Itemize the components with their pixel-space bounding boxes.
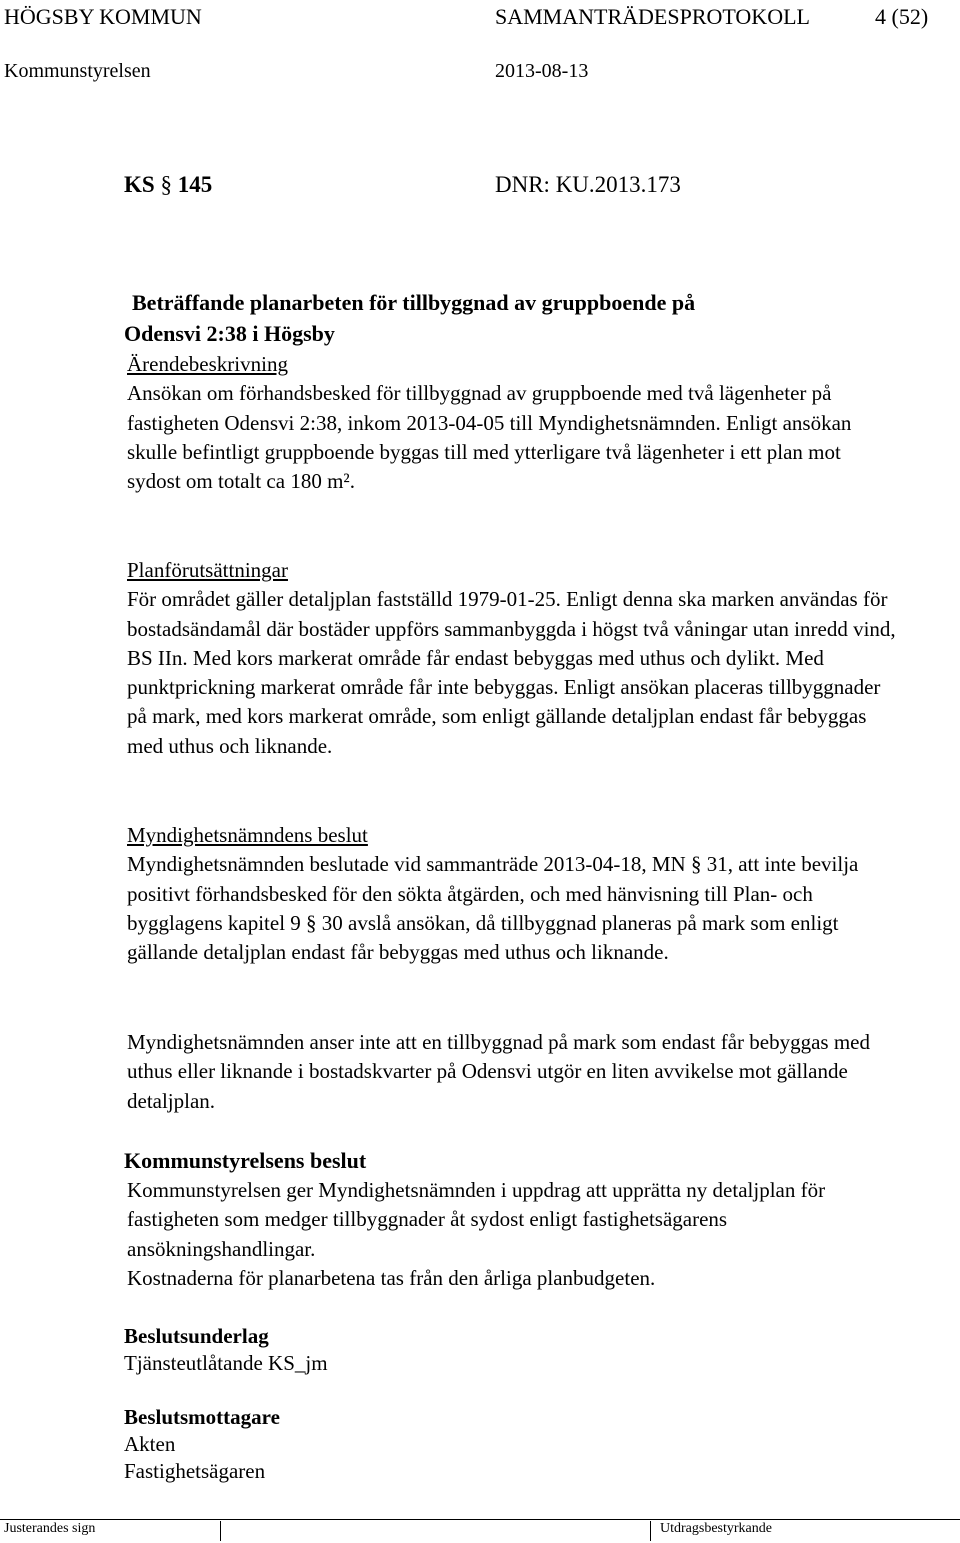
case-prefix: KS [124,172,155,197]
section-heading: Beslutsmottagare [124,1405,280,1429]
paragraph-symbol: § [160,172,172,197]
section-text: Myndighetsnämnden beslutade vid sammanträde 2013-04-18, MN § 31, att inte bevilja positivt förhandsbesked för den sökta åtgärden, och med hänvisning till Plan- och bygglagens kapitel 9 § 30 avslå ansökan, då tillbyggnad planeras på mark som enligt gällande detaljplan endast får bebyggas med uthus och liknande. [127,852,859,965]
case-number [124,172,212,198]
dnr: DNR: KU.2013.173 [495,172,681,197]
section-mn-beslut-2 [127,1028,897,1116]
section-beslutsunderlag [124,1323,328,1377]
footer-utdragsbestyrkande: Utdragsbestyrkande [660,1521,772,1536]
section-text: Myndighetsnämnden anser inte att en tillbyggnad på mark som endast får bebyggas med uthus eller liknande i bostadskvarter på Odensvi utgör en liten avvikelse mot gällande detaljplan. [127,1030,870,1113]
list-item: Akten [124,1432,176,1456]
section-text: Ansökan om förhandsbesked för tillbyggnad av gruppboende med två lägenheter på fastigheten Odensvi 2:38, inkom 2013-04-05 till Myndighetsnämnden. Enligt ansökan skulle befintligt gruppboende byggas till med ytterligare två lägenheter i ett plan mot sydost om totalt ca 180 m². [127,381,852,494]
footer-box-divider [220,1521,221,1541]
section-text: För området gäller detaljplan fastställd 1979-01-25. Enligt denna ska marken användas för bostadsändamål där bostäder uppförs sammanbyggda i högst två våningar utan inredd vind, BS IIn. Med kors markerat område får endast bebyggas med uthus och dylikt. Med punktprickning markerat område får inte bebyggas. Enligt ansökan placeras tillbyggnader på mark, med kors markerat område, som enligt gällande detaljplan endast får bebyggas med uthus och liknande. [127,587,896,758]
page-number: 4 (52) [875,4,929,29]
list-item: Tjänsteutlåtande KS_jm [124,1351,328,1375]
section-heading: Ärendebeskrivning [127,352,288,376]
section-text: Kommunstyrelsen ger Myndighetsnämnden i uppdrag att upprätta ny detaljplan för fastigheten som medger tillbyggnader åt sydost enligt fastighetsägarens ansökningshandlingar. [127,1178,826,1261]
section-mn-beslut [127,821,897,967]
committee-name: Kommunstyrelsen [4,60,151,82]
section-heading: Beslutsunderlag [124,1324,269,1348]
section-beslutsmottagare [124,1404,280,1485]
list-item: Fastighetsägaren [124,1459,266,1483]
footer-rule [0,1519,960,1520]
title-line-2: Odensvi 2:38 i Högsby [124,321,335,346]
section-arendebeskrivning [127,350,897,496]
footer-box-divider [650,1521,651,1541]
ks-beslut-heading: Kommunstyrelsens beslut [124,1148,367,1173]
title-line-1: Beträffande planarbeten för tillbyggnad av gruppboende på [132,290,696,315]
section-planforutsattningar [127,556,897,761]
org-name: HÖGSBY KOMMUN [4,4,202,29]
section-heading: Planförutsättningar [127,558,288,582]
footer-justerandes-sign: Justerandes sign [4,1521,96,1536]
section-ks-beslut [127,1176,897,1293]
section-heading: Myndighetsnämndens beslut [127,823,368,847]
document-type: SAMMANTRÄDESPROTOKOLL [495,4,810,29]
case-number-value: 145 [177,172,213,197]
meeting-date: 2013-08-13 [495,60,589,82]
section-text: Kostnaderna för planarbetena tas från den årliga planbudgeten. [127,1265,656,1290]
